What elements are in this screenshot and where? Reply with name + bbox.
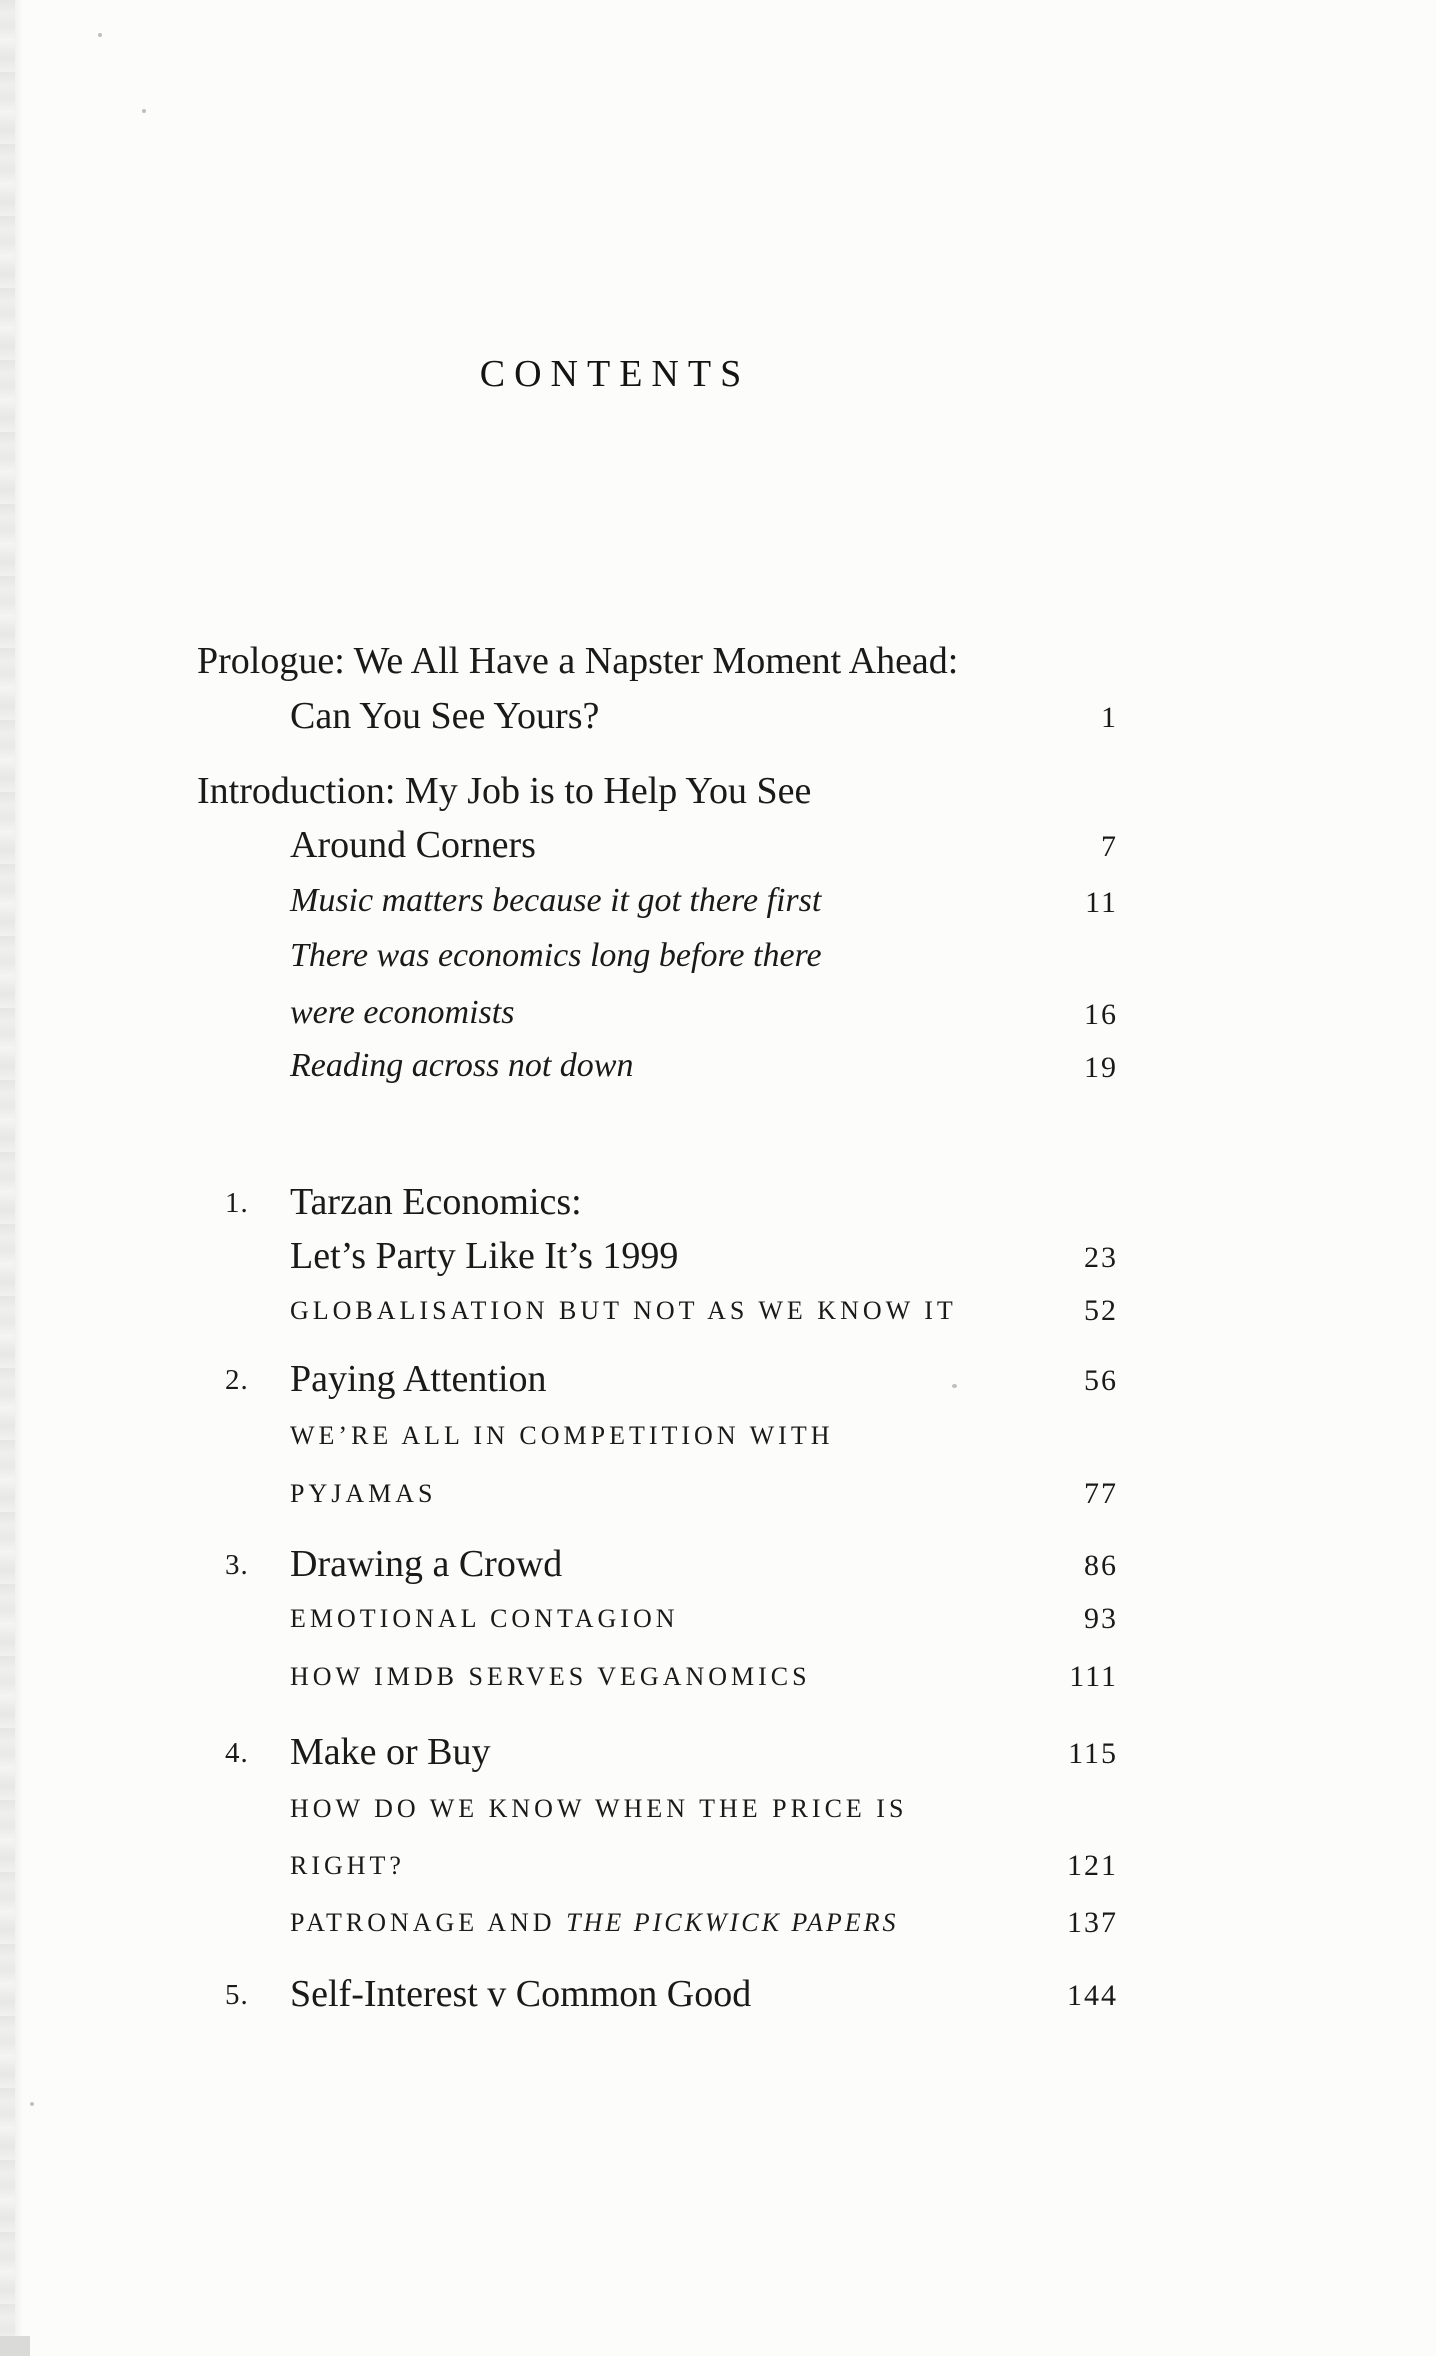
entry-text: There was economics long before there xyxy=(290,937,822,974)
page-number: 86 xyxy=(1084,1549,1118,1582)
scan-speck xyxy=(142,109,146,113)
scan-speck xyxy=(30,2102,34,2106)
toc-chapter-4-subentry-2 xyxy=(290,1908,1118,1938)
entry-text-italic: THE PICKWICK PAPERS xyxy=(566,1908,899,1937)
toc-chapter-1-line2 xyxy=(290,1234,1118,1278)
toc-chapter-3-subentry-2 xyxy=(290,1662,1118,1692)
entry-text: PATRONAGE AND xyxy=(290,1908,567,1937)
page-number: 52 xyxy=(1084,1294,1118,1327)
scan-corner-smudge xyxy=(0,2336,30,2356)
page-number: 11 xyxy=(1085,886,1118,919)
toc-chapter-2-subentry-line2 xyxy=(290,1479,1118,1509)
page-number: 111 xyxy=(1069,1660,1118,1693)
entry-text: RIGHT? xyxy=(290,1851,405,1880)
entry-text: Paying Attention xyxy=(290,1358,547,1400)
toc-chapter-3-subentry-1 xyxy=(290,1604,1118,1634)
page-number: 23 xyxy=(1084,1241,1118,1274)
toc-chapter-4-subentry-1-line2 xyxy=(290,1851,1118,1881)
toc-entry-prologue-line2 xyxy=(290,694,1118,738)
chapter-number: 4. xyxy=(225,1737,249,1769)
scan-edge-band xyxy=(0,0,15,2356)
page-number: 16 xyxy=(1084,998,1118,1031)
entry-text: Make or Buy xyxy=(290,1731,491,1773)
page-number: 1 xyxy=(1101,701,1118,734)
entry-text: Let’s Party Like It’s 1999 xyxy=(290,1235,679,1277)
entry-text: Music matters because it got there first xyxy=(290,882,822,919)
entry-text: Reading across not down xyxy=(290,1047,634,1084)
toc-chapter-5-title xyxy=(225,1972,1118,2016)
scan-speck xyxy=(98,33,102,37)
page-number: 144 xyxy=(1067,1979,1118,2012)
toc-subentry xyxy=(290,882,1118,920)
chapter-number: 1. xyxy=(225,1187,249,1219)
entry-text: Prologue: We All Have a Napster Moment Ahead: xyxy=(197,640,959,682)
page-number: 137 xyxy=(1067,1906,1118,1939)
entry-text: HOW DO WE KNOW WHEN THE PRICE IS xyxy=(290,1794,908,1823)
toc-subentry xyxy=(290,1047,1118,1085)
toc-subentry xyxy=(290,937,1118,975)
entry-text: were economists xyxy=(290,994,515,1031)
entry-text: Around Corners xyxy=(290,824,536,866)
toc-chapter-2-title xyxy=(225,1357,1118,1401)
page-title: CONTENTS xyxy=(479,353,751,395)
toc-chapter-2-subentry-line1 xyxy=(290,1421,1118,1451)
page-number: 115 xyxy=(1068,1737,1118,1770)
entry-text: PYJAMAS xyxy=(290,1479,437,1508)
chapter-number: 2. xyxy=(225,1364,249,1396)
entry-text: EMOTIONAL CONTAGION xyxy=(290,1604,679,1633)
toc-chapter-1-line1 xyxy=(225,1180,1118,1224)
page-number: 77 xyxy=(1084,1477,1118,1510)
toc-entry-introduction-line1 xyxy=(197,769,1118,813)
toc-chapter-1-subentry xyxy=(290,1296,1118,1326)
page-number: 19 xyxy=(1084,1051,1118,1084)
entry-text: Drawing a Crowd xyxy=(290,1543,563,1585)
entry-text: Tarzan Economics: xyxy=(290,1181,582,1223)
scan-edge-fade xyxy=(15,0,23,2356)
toc-chapter-4-subentry-1-line1 xyxy=(290,1794,1118,1824)
entry-text: HOW IMDB SERVES VEGANOMICS xyxy=(290,1662,811,1691)
entry-text: WE’RE ALL IN COMPETITION WITH xyxy=(290,1421,834,1450)
toc-entry-introduction-line2 xyxy=(290,823,1118,867)
entry-text: Can You See Yours? xyxy=(290,695,600,737)
page-number: 121 xyxy=(1067,1849,1118,1882)
chapter-number: 5. xyxy=(225,1979,249,2011)
toc-chapter-4-title xyxy=(225,1730,1118,1774)
entry-text: GLOBALISATION BUT NOT AS WE KNOW IT xyxy=(290,1296,957,1325)
toc-chapter-3-title xyxy=(225,1542,1118,1586)
entry-text: Introduction: My Job is to Help You See xyxy=(197,770,812,812)
page-number: 56 xyxy=(1084,1364,1118,1397)
entry-text: Self-Interest v Common Good xyxy=(290,1973,752,2015)
toc-subentry xyxy=(290,994,1118,1032)
chapter-number: 3. xyxy=(225,1549,249,1581)
toc-entry-prologue-line1 xyxy=(197,639,1118,683)
page-number: 93 xyxy=(1084,1602,1118,1635)
page-number: 7 xyxy=(1101,830,1118,863)
